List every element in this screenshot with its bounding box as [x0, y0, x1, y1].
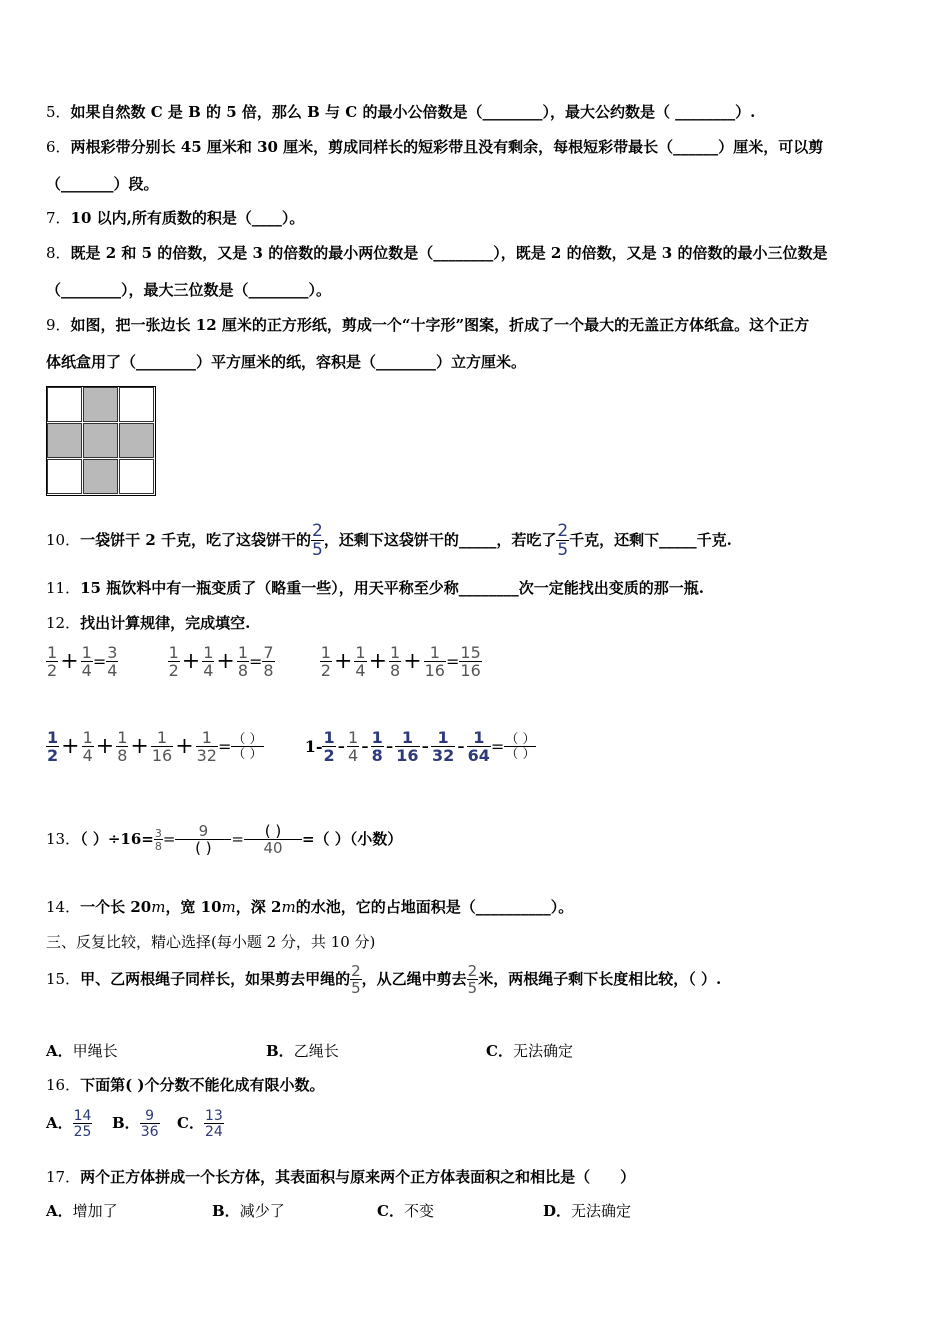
question-6 — [46, 137, 823, 157]
fraction: $\frac{3}{8}$ — [154, 827, 162, 853]
cross-figure — [46, 386, 156, 496]
question-6-line2: （_______）段。 — [46, 175, 159, 193]
section-3-heading: 三、反复比较，精心选择(每小题 2 分，共 10 分) — [46, 933, 376, 951]
fraction: $\frac{1}{16}$ — [151, 728, 173, 765]
grid-cell-shaded — [47, 423, 82, 458]
grid-cell-shaded — [83, 459, 118, 494]
question-number: 10． — [46, 531, 81, 549]
question-text: 下面第( )个分数不能化成有限小数。 — [80, 1076, 325, 1094]
fraction: $\frac{1}{2}$ — [168, 643, 179, 680]
choice-c[interactable]: C．不变 — [377, 1202, 434, 1220]
question-14: 14．一个长 20m，宽 10m，深 2m的水池，它的占地面积是（__________）。 — [46, 898, 574, 916]
fraction: $\frac{1}{32}$ — [196, 728, 217, 765]
unit-m: m — [281, 898, 296, 916]
question-9-line2: 体纸盒用了（________）平方厘米的纸，容积是（________）立方厘米。 — [46, 353, 527, 371]
fraction: $\frac{1}{16}$ — [396, 728, 419, 765]
question-12 — [46, 613, 250, 633]
question-number: 15． — [46, 970, 81, 988]
question-text: 既是 2 和 5 的倍数，又是 3 的倍数的最小两位数是（________），既是 2 的倍数，又是 3 的倍数的最小三位数是 — [70, 244, 828, 262]
choice-c[interactable]: C．无法确定 — [486, 1042, 573, 1060]
question-13: 13．（ ）÷16= $\frac{3}{8}$ = $\frac{9}{( )}$ = $\frac{( )}{40}$ =（ ）（小数） — [46, 822, 403, 857]
question-number: 7． — [46, 209, 71, 227]
question-5 — [46, 102, 755, 122]
question-text: （ ）÷16= — [80, 830, 154, 848]
fraction: $\frac{1}{4}$ — [355, 643, 366, 680]
fraction: $\frac{2}{5}$ — [351, 962, 361, 997]
question-number: 16． — [46, 1076, 81, 1094]
fraction: $\frac{1}{4}$ — [81, 643, 92, 680]
choice-b[interactable]: B． $\frac{9}{36}$ — [112, 1108, 159, 1140]
question-number: 12． — [46, 614, 81, 632]
question-number: 9． — [46, 316, 71, 334]
choice-a[interactable]: A．甲绳长 — [46, 1042, 118, 1060]
equation-4: $\frac{1}{2}$ + $\frac{1}{4}$ + $\frac{1}{8}$ + $\frac{1}{16}$ + $\frac{1}{32}$ = $\frac{( )}{( )}$ — [47, 728, 263, 765]
question-text: 10 以内,所有质数的积是（____）。 — [70, 209, 305, 227]
fraction: $\frac{1}{4}$ — [348, 728, 359, 765]
unit-m: m — [221, 898, 236, 916]
question-text: 一袋饼干 2 千克，吃了这袋饼干的 — [80, 531, 311, 549]
fraction: $\frac{1}{64}$ — [467, 728, 490, 765]
choice-b[interactable]: B．乙绳长 — [266, 1042, 339, 1060]
fraction: $\frac{1}{4}$ — [82, 728, 93, 765]
equation-row-1 — [46, 645, 482, 679]
choice-a[interactable]: A． $\frac{14}{25}$ — [46, 1108, 92, 1140]
question-9 — [46, 315, 809, 335]
equation-5: 1- $\frac{1}{2}$ - $\frac{1}{4}$ - $\frac{1}{8}$ - $\frac{1}{16}$ - $\frac{1}{32}$ - $\frac{1}{64}$ = $\frac{( )}{( )}$ — [304, 728, 536, 765]
question-text: 两根彩带分别长 45 厘米和 30 厘米，剪成同样长的短彩带且没有剩余，每根短彩带最长（______）厘米，可以剪 — [70, 138, 824, 156]
question-number: 14． — [46, 898, 81, 916]
fraction: $\frac{1}{8}$ — [117, 728, 128, 765]
fraction-with-blank[interactable]: $\frac{9}{( )}$ — [175, 824, 231, 856]
question-text: ，还剩下这袋饼干的_____，若吃了 — [323, 531, 557, 549]
question-text: 千克，还剩下_____千克. — [569, 531, 732, 549]
grid-cell — [119, 387, 154, 422]
choice-c[interactable]: C． $\frac{13}{24}$ — [177, 1108, 223, 1140]
question-number: 6． — [46, 138, 71, 156]
question-text: =（ ）（小数） — [301, 830, 403, 848]
fraction: $\frac{2}{5}$ — [467, 962, 478, 997]
equation-2: $\frac{1}{2}$ + $\frac{1}{4}$ + $\frac{1}{8}$ = $\frac{7}{8}$ — [168, 643, 274, 680]
fraction: $\frac{1}{2}$ — [47, 728, 59, 765]
grid-cell-shaded — [119, 423, 154, 458]
fraction: $\frac{1}{2}$ — [47, 643, 58, 680]
fraction-with-blank[interactable]: $\frac{( )}{40}$ — [244, 824, 302, 856]
fraction: $\frac{9}{36}$ — [140, 1108, 159, 1140]
question-text: 如图，把一张边长 12 厘米的正方形纸，剪成一个“十字形”图案，折成了一个最大的无盖正方体纸盒。这个正方 — [70, 316, 810, 334]
question-8-line2: （________），最大三位数是（________）。 — [46, 281, 332, 299]
fraction: $\frac{1}{2}$ — [320, 643, 331, 680]
fraction: $\frac{1}{32}$ — [431, 728, 455, 765]
question-text: 15 瓶饮料中有一瓶变质了（略重一些），用天平称至少称________次一定能找出变质的那一瓶. — [80, 579, 704, 597]
grid-cell-shaded — [83, 387, 118, 422]
equation-1: $\frac{1}{2}$ + $\frac{1}{4}$ = $\frac{3}{4}$ — [47, 643, 118, 680]
fraction: $\frac{1}{8}$ — [390, 643, 401, 680]
question-number: 17． — [46, 1168, 81, 1186]
fraction: $\frac{1}{4}$ — [203, 643, 214, 680]
question-10 — [46, 520, 732, 560]
grid-cell-shaded — [83, 423, 118, 458]
answer-blank-fraction[interactable]: $\frac{( )}{( )}$ — [505, 732, 536, 762]
question-8 — [46, 243, 827, 263]
question-16 — [46, 1075, 325, 1095]
question-number: 8． — [46, 244, 71, 262]
grid-cell — [47, 459, 82, 494]
question-text: 两个正方体拼成一个长方体，其表面积与原来两个正方体表面积之和相比是（ ） — [80, 1168, 636, 1186]
fraction: $\frac{1}{2}$ — [323, 728, 335, 765]
unit-m: m — [151, 898, 166, 916]
question-7 — [46, 208, 304, 228]
question-number: 11． — [46, 579, 81, 597]
question-17 — [46, 1167, 635, 1187]
choice-d[interactable]: D．无法确定 — [543, 1202, 632, 1220]
fraction: $\frac{2}{5}$ — [557, 521, 569, 560]
question-number: 5． — [46, 103, 71, 121]
grid-cell — [47, 387, 82, 422]
answer-blank-fraction[interactable]: $\frac{( )}{( )}$ — [232, 732, 263, 762]
question-text: 如果自然数 C 是 B 的 5 倍，那么 B 与 C 的最小公倍数是（________），最大公约数是（ ________）. — [70, 103, 756, 121]
fraction: $\frac{14}{25}$ — [73, 1108, 92, 1140]
question-number: 13． — [46, 830, 81, 848]
fraction: $\frac{7}{8}$ — [263, 643, 274, 680]
fraction: $\frac{1}{16}$ — [424, 643, 445, 680]
equation-3: $\frac{1}{2}$ + $\frac{1}{4}$ + $\frac{1}{8}$ + $\frac{1}{16}$ = $\frac{15}{16}$ — [320, 643, 481, 680]
question-11 — [46, 578, 704, 598]
fraction: $\frac{1}{8}$ — [237, 643, 248, 680]
choice-a[interactable]: A．增加了 — [46, 1202, 118, 1220]
equation-row-2 — [46, 730, 536, 764]
question-text: 找出计算规律，完成填空. — [80, 614, 251, 632]
fraction: $\frac{13}{24}$ — [204, 1108, 223, 1140]
fraction: $\frac{1}{8}$ — [371, 728, 383, 765]
fraction: $\frac{3}{4}$ — [107, 643, 118, 680]
grid-cell — [119, 459, 154, 494]
question-15: 15．甲、乙两根绳子同样长，如果剪去甲绳的 $\frac{2}{5}$ ，从乙绳中剪去 $\frac{2}{5}$ 米，两根绳子剩下长度相比较，（ ）. — [46, 962, 722, 997]
fraction: $\frac{15}{16}$ — [460, 643, 481, 680]
fraction: $\frac{2}{5}$ — [311, 521, 323, 560]
choice-b[interactable]: B．减少了 — [212, 1202, 285, 1220]
